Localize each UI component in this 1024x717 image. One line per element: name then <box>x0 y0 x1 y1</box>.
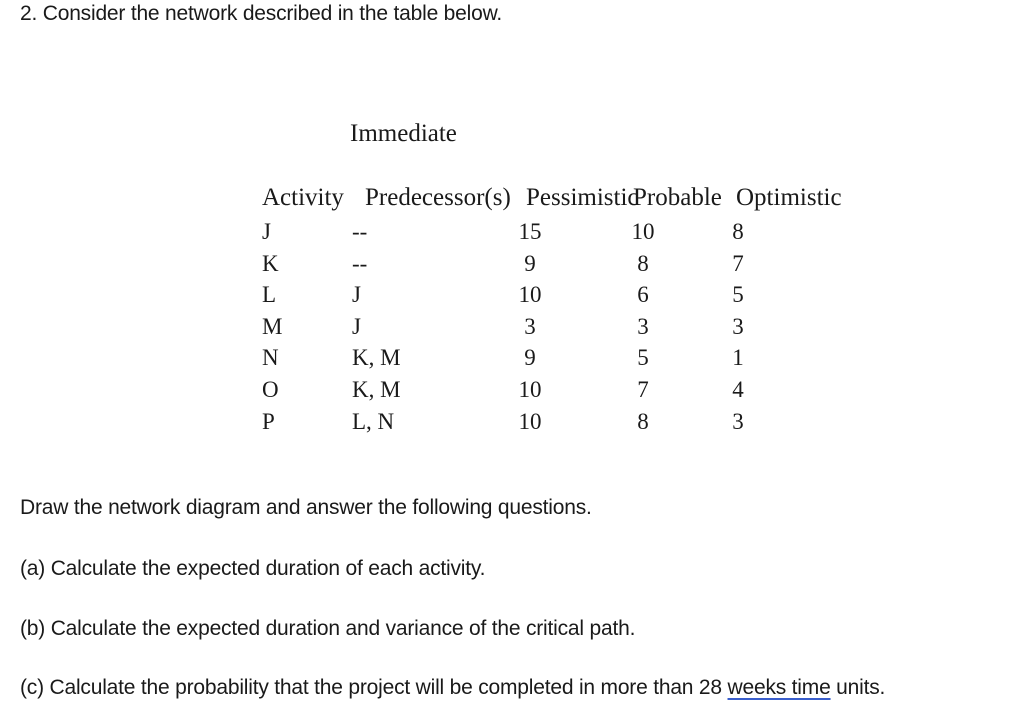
cell-probable: 5 <box>637 345 649 370</box>
cell-probable: 8 <box>637 409 649 434</box>
cell-optimistic: 5 <box>732 282 744 307</box>
cell-predecessors: K, M <box>352 377 401 402</box>
question-a: (a) Calculate the expected duration of each activity. <box>20 557 486 580</box>
instruction-text: Draw the network diagram and answer the following questions. <box>20 496 592 519</box>
column-header-optimistic: Optimistic <box>736 184 842 211</box>
cell-activity: N <box>262 345 279 370</box>
column-header-predecessors: Predecessor(s) <box>365 184 511 211</box>
cell-activity: O <box>262 377 279 402</box>
cell-activity: P <box>262 409 275 434</box>
question-c-text: (c) Calculate the probability that the project will be completed in more than 28 <box>20 676 728 699</box>
cell-probable: 7 <box>637 377 649 402</box>
cell-pessimistic: 3 <box>524 314 536 339</box>
cell-activity: J <box>262 219 271 244</box>
cell-optimistic: 1 <box>732 345 744 370</box>
column-header-activity: Activity <box>262 184 344 211</box>
cell-optimistic: 4 <box>732 377 744 402</box>
cell-probable: 10 <box>631 219 655 244</box>
cell-pessimistic: 15 <box>518 219 542 244</box>
cell-pessimistic: 10 <box>518 377 542 402</box>
cell-predecessors: L, N <box>352 409 395 434</box>
cell-predecessors: K, M <box>352 345 401 370</box>
cell-optimistic: 3 <box>732 409 744 434</box>
cell-activity: L <box>262 282 277 307</box>
cell-optimistic: 3 <box>732 314 744 339</box>
cell-optimistic: 7 <box>732 251 744 276</box>
cell-predecessors: J <box>352 282 361 307</box>
cell-activity: M <box>262 314 283 339</box>
column-header-pessimistic: Pessimistic <box>526 184 639 211</box>
cell-pessimistic: 10 <box>518 282 542 307</box>
cell-pessimistic: 9 <box>524 251 536 276</box>
question-c <box>20 676 885 700</box>
cell-probable: 6 <box>637 282 649 307</box>
weeks-time-link[interactable]: weeks time <box>727 676 831 699</box>
cell-activity: K <box>262 251 279 276</box>
table-group-header-immediate: Immediate <box>350 120 457 147</box>
question-heading: 2. Consider the network described in the table below. <box>20 2 503 25</box>
cell-predecessors: J <box>352 314 361 339</box>
cell-optimistic: 8 <box>732 219 744 244</box>
question-b: (b) Calculate the expected duration and variance of the critical path. <box>20 617 636 640</box>
cell-pessimistic: 9 <box>524 345 536 370</box>
cell-pessimistic: 10 <box>518 409 542 434</box>
cell-predecessors: -- <box>352 219 368 244</box>
cell-predecessors: -- <box>352 251 368 276</box>
cell-probable: 8 <box>637 251 649 276</box>
question-c-suffix: units. <box>830 676 886 699</box>
column-header-probable: Probable <box>633 184 722 211</box>
cell-probable: 3 <box>637 314 649 339</box>
